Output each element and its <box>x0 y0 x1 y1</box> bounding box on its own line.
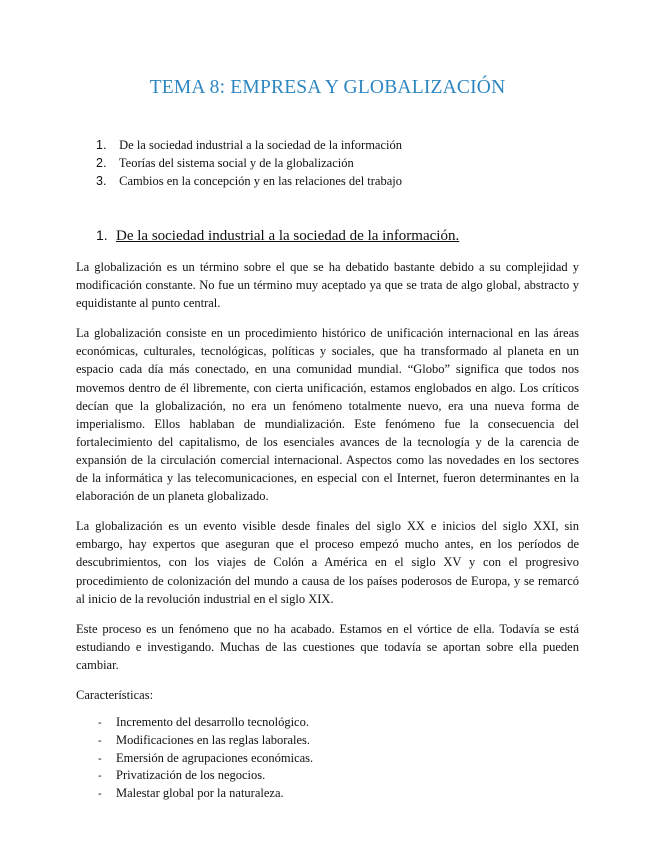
page-title: TEMA 8: EMPRESA Y GLOBALIZACIÓN <box>149 77 506 98</box>
bullet-dash: - <box>98 788 102 801</box>
bullet-dash: - <box>98 734 102 747</box>
list-item <box>98 767 579 785</box>
bullet-dash: - <box>98 752 102 765</box>
list-item-text: Incremento del desarrollo tecnológico. <box>116 715 309 730</box>
list-item-text: Malestar global por la naturaleza. <box>116 786 284 801</box>
toc-item <box>96 136 402 154</box>
characteristics-label: Características: <box>76 687 154 702</box>
toc-item-number: 2. <box>96 156 107 170</box>
toc-item-text: Teorías del sistema social y de la globalización <box>118 156 354 170</box>
list-item-text: Privatización de los negocios. <box>116 768 266 783</box>
paragraph: La globalización es un término sobre el que se ha debatido bastante debido a su complejidad y modificación constante. No fue un término muy aceptado ya que se trata de algo global, abstracto y equidistante al punto central. <box>76 260 579 311</box>
list-item <box>98 785 579 803</box>
toc-item <box>96 154 402 172</box>
toc-item <box>96 172 402 190</box>
paragraph: La globalización es un evento visible desde finales del siglo XX e inicios del siglo XXI, sin embargo, hay expertos que aseguran que el proceso empezó mucho antes, en los períodos de descubrimientos, con los viajes de Colón a América en el siglo XV y con el progresivo procedimiento de colonización del mundo a causa de los países poderosos de Europa, y se remarcó al inicio de la revolución industrial en el siglo XIX. <box>76 519 579 606</box>
list-item-text: Emersión de agrupaciones económicas. <box>116 750 314 765</box>
list-item <box>98 714 579 732</box>
paragraph: Este proceso es un fenómeno que no ha acabado. Estamos en el vórtice de ella. Todavía se está estudiando e investigando. Muchas de las cuestiones que todavía se aportan sobre ella pueden cambiar. <box>76 621 579 672</box>
table-of-contents <box>96 136 402 190</box>
section-heading <box>96 227 459 245</box>
toc-item-text: Cambios en la concepción y en las relaciones del trabajo <box>119 174 403 188</box>
bullet-dash: - <box>98 717 102 730</box>
section-number: 1. <box>96 227 108 243</box>
list-item-text: Modificaciones en las reglas laborales. <box>116 732 311 747</box>
section-body <box>76 258 579 803</box>
paragraph: La globalización consiste en un procedimiento histórico de unificación internacional en las áreas económicas, culturales, tecnológicas, políticas y sociales, que ha transformado al planeta en un espacio cada día más conectado, en una comunidad mundial. “Globo” significa que todos nos movemos dentro de él libremente, con cierta unificación, estamos englobados en algo. Los críticos decían que la globalización, no era un fenómeno totalmente nuevo, era una nueva forma de imperialismo. Ellos hablaban de mundialización. Este fenómeno fue la consecuencia del fortalecimiento del capitalismo, de los esenciales avances de la tecnología y de la carencia de expansión de la circulación comercial internacional. Aspectos como las novedades en los sectores de la informática y las telecomunicaciones, en especial con el Internet, fueron determinantes en la elaboración de un planeta globalizado. <box>76 326 579 504</box>
section-title: De la sociedad industrial a la sociedad de la información. <box>116 228 460 244</box>
bullet-dash: - <box>98 770 102 783</box>
characteristics-list <box>76 714 579 803</box>
list-item <box>98 732 579 750</box>
toc-item-text: De la sociedad industrial a la sociedad de la información <box>119 138 403 152</box>
list-item <box>98 750 579 768</box>
toc-item-number: 3. <box>96 174 107 188</box>
toc-item-number: 1. <box>96 138 107 152</box>
